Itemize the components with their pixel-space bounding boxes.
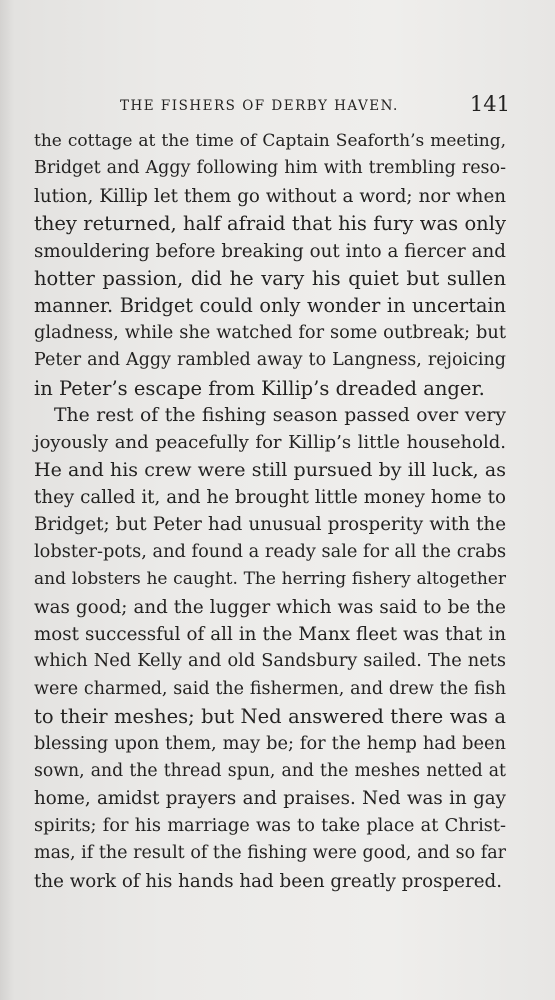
paragraph-1 — [34, 128, 506, 402]
text-line: sown, and the thread spun, and the meshes netted at — [34, 760, 506, 781]
text-line: home, amidst prayers and praises. Ned was in gay — [34, 788, 506, 810]
text-line: the work of his hands had been greatly prospered. — [34, 870, 502, 892]
body-text — [34, 128, 506, 895]
text-line: manner. Bridget could only wonder in uncertain — [34, 294, 506, 318]
running-head: THE FISHERS OF DERBY HAVEN. — [120, 98, 399, 114]
text-line: He and his crew were still pursued by ill luck, as — [34, 458, 506, 481]
text-line: smouldering before breaking out into a fiercer and — [34, 240, 506, 262]
text-line: to their meshes; but Ned answered there was a — [34, 705, 506, 729]
text-line: was good; and the lugger which was said to be the — [34, 596, 506, 618]
page-number: 141 — [469, 92, 510, 116]
text-line: Bridget and Aggy following him with trembling reso- — [34, 158, 506, 179]
text-line: blessing upon them, may be; for the hemp had been — [34, 733, 506, 754]
text-line: which Ned Kelly and old Sandsbury sailed. The nets — [34, 651, 506, 672]
text-line: Peter and Aggy rambled away to Langness, rejoicing — [34, 350, 506, 371]
text-line: in Peter’s escape from Killip’s dreaded anger. — [34, 376, 485, 400]
page-header — [120, 92, 510, 114]
text-line: spirits; for his marriage was to take place at Christ- — [34, 815, 506, 836]
text-line: they returned, half afraid that his fury was only — [34, 212, 506, 236]
text-line: The rest of the fishing season passed over very — [54, 404, 506, 426]
text-line: most successful of all in the Manx fleet was that in — [34, 624, 506, 646]
paragraph-2 — [34, 402, 506, 895]
text-line: and lobsters he caught. The herring fishery altogether — [34, 569, 506, 590]
text-line: the cottage at the time of Captain Seaforth’s meeting, — [34, 131, 506, 151]
text-line: were charmed, said the fishermen, and drew the fish — [34, 678, 506, 699]
text-line: lobster-pots, and found a ready sale for all the crabs — [34, 541, 507, 562]
page-gutter-shadow — [0, 0, 14, 1000]
text-line: joyously and peacefully for Killip’s little household. — [34, 432, 506, 454]
text-line: hotter passion, did he vary his quiet but sullen — [34, 266, 506, 290]
text-line: gladness, while she watched for some outbreak; but — [34, 322, 506, 343]
text-line: they called it, and he brought little money home to — [34, 487, 506, 509]
text-line: mas, if the result of the fishing were good, and so far — [34, 843, 506, 864]
text-line: lution, Killip let them go without a word; nor when — [34, 185, 506, 207]
text-line: Bridget; but Peter had unusual prosperity with the — [34, 514, 506, 536]
